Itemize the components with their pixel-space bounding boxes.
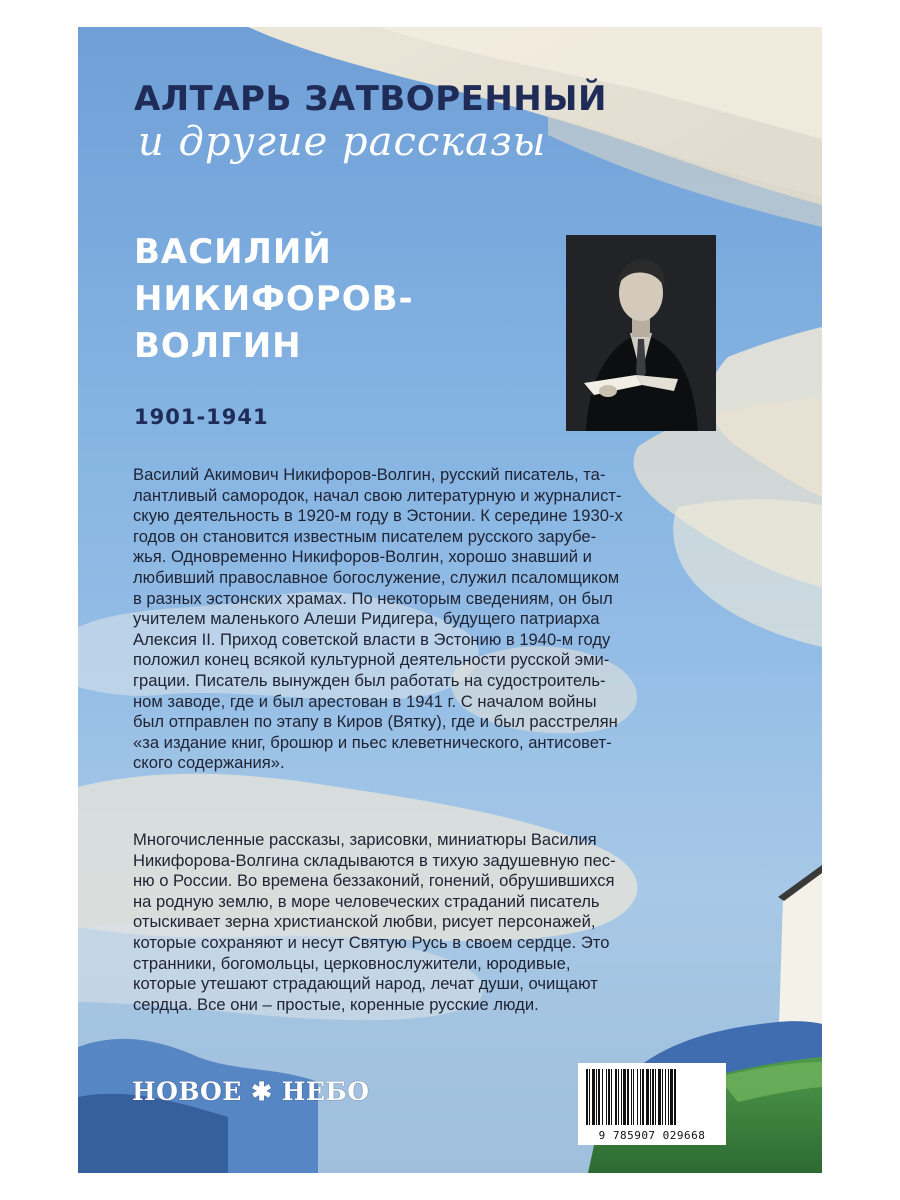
barcode-bar	[668, 1069, 669, 1125]
text-line: скую деятельность в 1920-м году в Эстонии. К середине 1930-х	[133, 506, 623, 526]
barcode-bar	[640, 1069, 641, 1125]
barcode-bar	[621, 1069, 622, 1125]
barcode-bar	[637, 1069, 638, 1125]
book-subtitle: и другие рассказы	[138, 119, 547, 165]
barcode-bar	[652, 1069, 654, 1125]
barcode-bar	[642, 1069, 644, 1125]
barcode-bar	[602, 1069, 603, 1125]
barcode-bar	[598, 1069, 600, 1125]
text-line: положил конец всякой культурной деятельности русской эми-	[133, 650, 610, 670]
barcode-bar	[608, 1069, 610, 1125]
book-title: АЛТАРЬ ЗАТВОРЕННЫЙ	[134, 79, 607, 119]
text-line: годов он становится известным писателем русского зарубе-	[133, 526, 597, 546]
barcode-bar	[646, 1069, 649, 1125]
text-line: которые утешают страдающий народ, лечат души, очищают	[133, 974, 598, 994]
barcode-bar	[665, 1069, 666, 1125]
barcode-bar	[606, 1069, 607, 1125]
text-line: жья. Одновременно Никифоров-Волгин, хорошо знавший и	[133, 547, 592, 567]
barcode-bar	[655, 1069, 656, 1125]
text-line: сердца. Все они – простые, коренные русские люди.	[133, 994, 539, 1014]
text-line: на родную землю, в море человеческих страданий писатель	[133, 891, 600, 911]
text-line: «за издание книг, брошюр и пьес клеветнического, антисовет-	[133, 732, 612, 752]
barcode-bar	[596, 1069, 597, 1125]
author-biography-paragraph	[133, 465, 773, 774]
barcode-bar	[633, 1069, 634, 1125]
text-line: Многочисленные рассказы, зарисовки, миниатюры Василия	[133, 830, 597, 849]
text-line: любивший православное богослужение, служил псаломщиком	[133, 567, 620, 587]
barcode-bar	[662, 1069, 663, 1125]
barcode-bar	[623, 1069, 626, 1125]
author-portrait-image	[566, 235, 716, 431]
author-name-line: ВОЛГИН	[134, 326, 302, 366]
text-line: Василий Акимович Никифоров-Волгин, русский писатель, та-	[133, 465, 606, 484]
barcode-bar	[615, 1069, 617, 1125]
author-name-line: ВАСИЛИЙ	[134, 232, 332, 272]
text-line: ном заводе, где и был арестован в 1941 г. С началом войны	[133, 691, 597, 711]
barcode-bar	[631, 1069, 632, 1125]
isbn-barcode	[578, 1063, 726, 1145]
barcode-bar	[592, 1069, 595, 1125]
author-portrait-photo	[566, 235, 716, 431]
author-name-line: НИКИФОРОВ-	[134, 279, 414, 319]
barcode-bar	[611, 1069, 612, 1125]
barcode-bar	[586, 1069, 588, 1125]
text-line: грации. Писатель вынужден был работать на судостроитель-	[133, 670, 606, 690]
text-line: ню о России. Во времена беззаконий, гонений, обрушившихся	[133, 871, 615, 891]
barcode-icon	[578, 1063, 726, 1129]
barcode-bar	[618, 1069, 619, 1125]
author-life-years: 1901-1941	[134, 405, 269, 429]
book-description-paragraph	[133, 830, 773, 1015]
text-line: учителем маленького Алеши Ридигера, будущего патриарха	[133, 609, 600, 629]
text-line: Никифорова-Волгина складываются в тихую задушевную пес-	[133, 850, 616, 870]
text-line: которые сохраняют и несут Святую Русь в своем сердце. Это	[133, 932, 610, 952]
text-line: странники, богомольцы, церковнослужители, юродивые,	[133, 953, 571, 973]
text-line: в разных эстонских храмах. По некоторым сведениям, он был	[133, 588, 613, 608]
isbn-number: 9 785907 029668	[598, 1129, 706, 1142]
text-line: ского содержания».	[133, 753, 285, 773]
text-line: был отправлен по этапу в Киров (Вятку), где и был расстрелян	[133, 712, 618, 732]
barcode-bar	[589, 1069, 590, 1125]
barcode-bar	[670, 1069, 673, 1125]
publisher-logo: НОВОЕ ✱ НЕБО	[132, 1077, 370, 1106]
barcode-bar	[650, 1069, 651, 1125]
book-back-cover	[78, 27, 822, 1173]
text-line: Алексия II. Приход советской власти в Эстонию в 1940-м году	[133, 629, 611, 649]
barcode-bar	[674, 1069, 676, 1125]
barcode-bar	[627, 1069, 629, 1125]
barcode-bar	[658, 1069, 661, 1125]
text-line: лантливый самородок, начал свою литературную и журналист-	[133, 485, 622, 505]
author-name	[134, 229, 554, 370]
text-line: отыскивает зерна христианской любви, рисует персонажей,	[133, 912, 596, 932]
